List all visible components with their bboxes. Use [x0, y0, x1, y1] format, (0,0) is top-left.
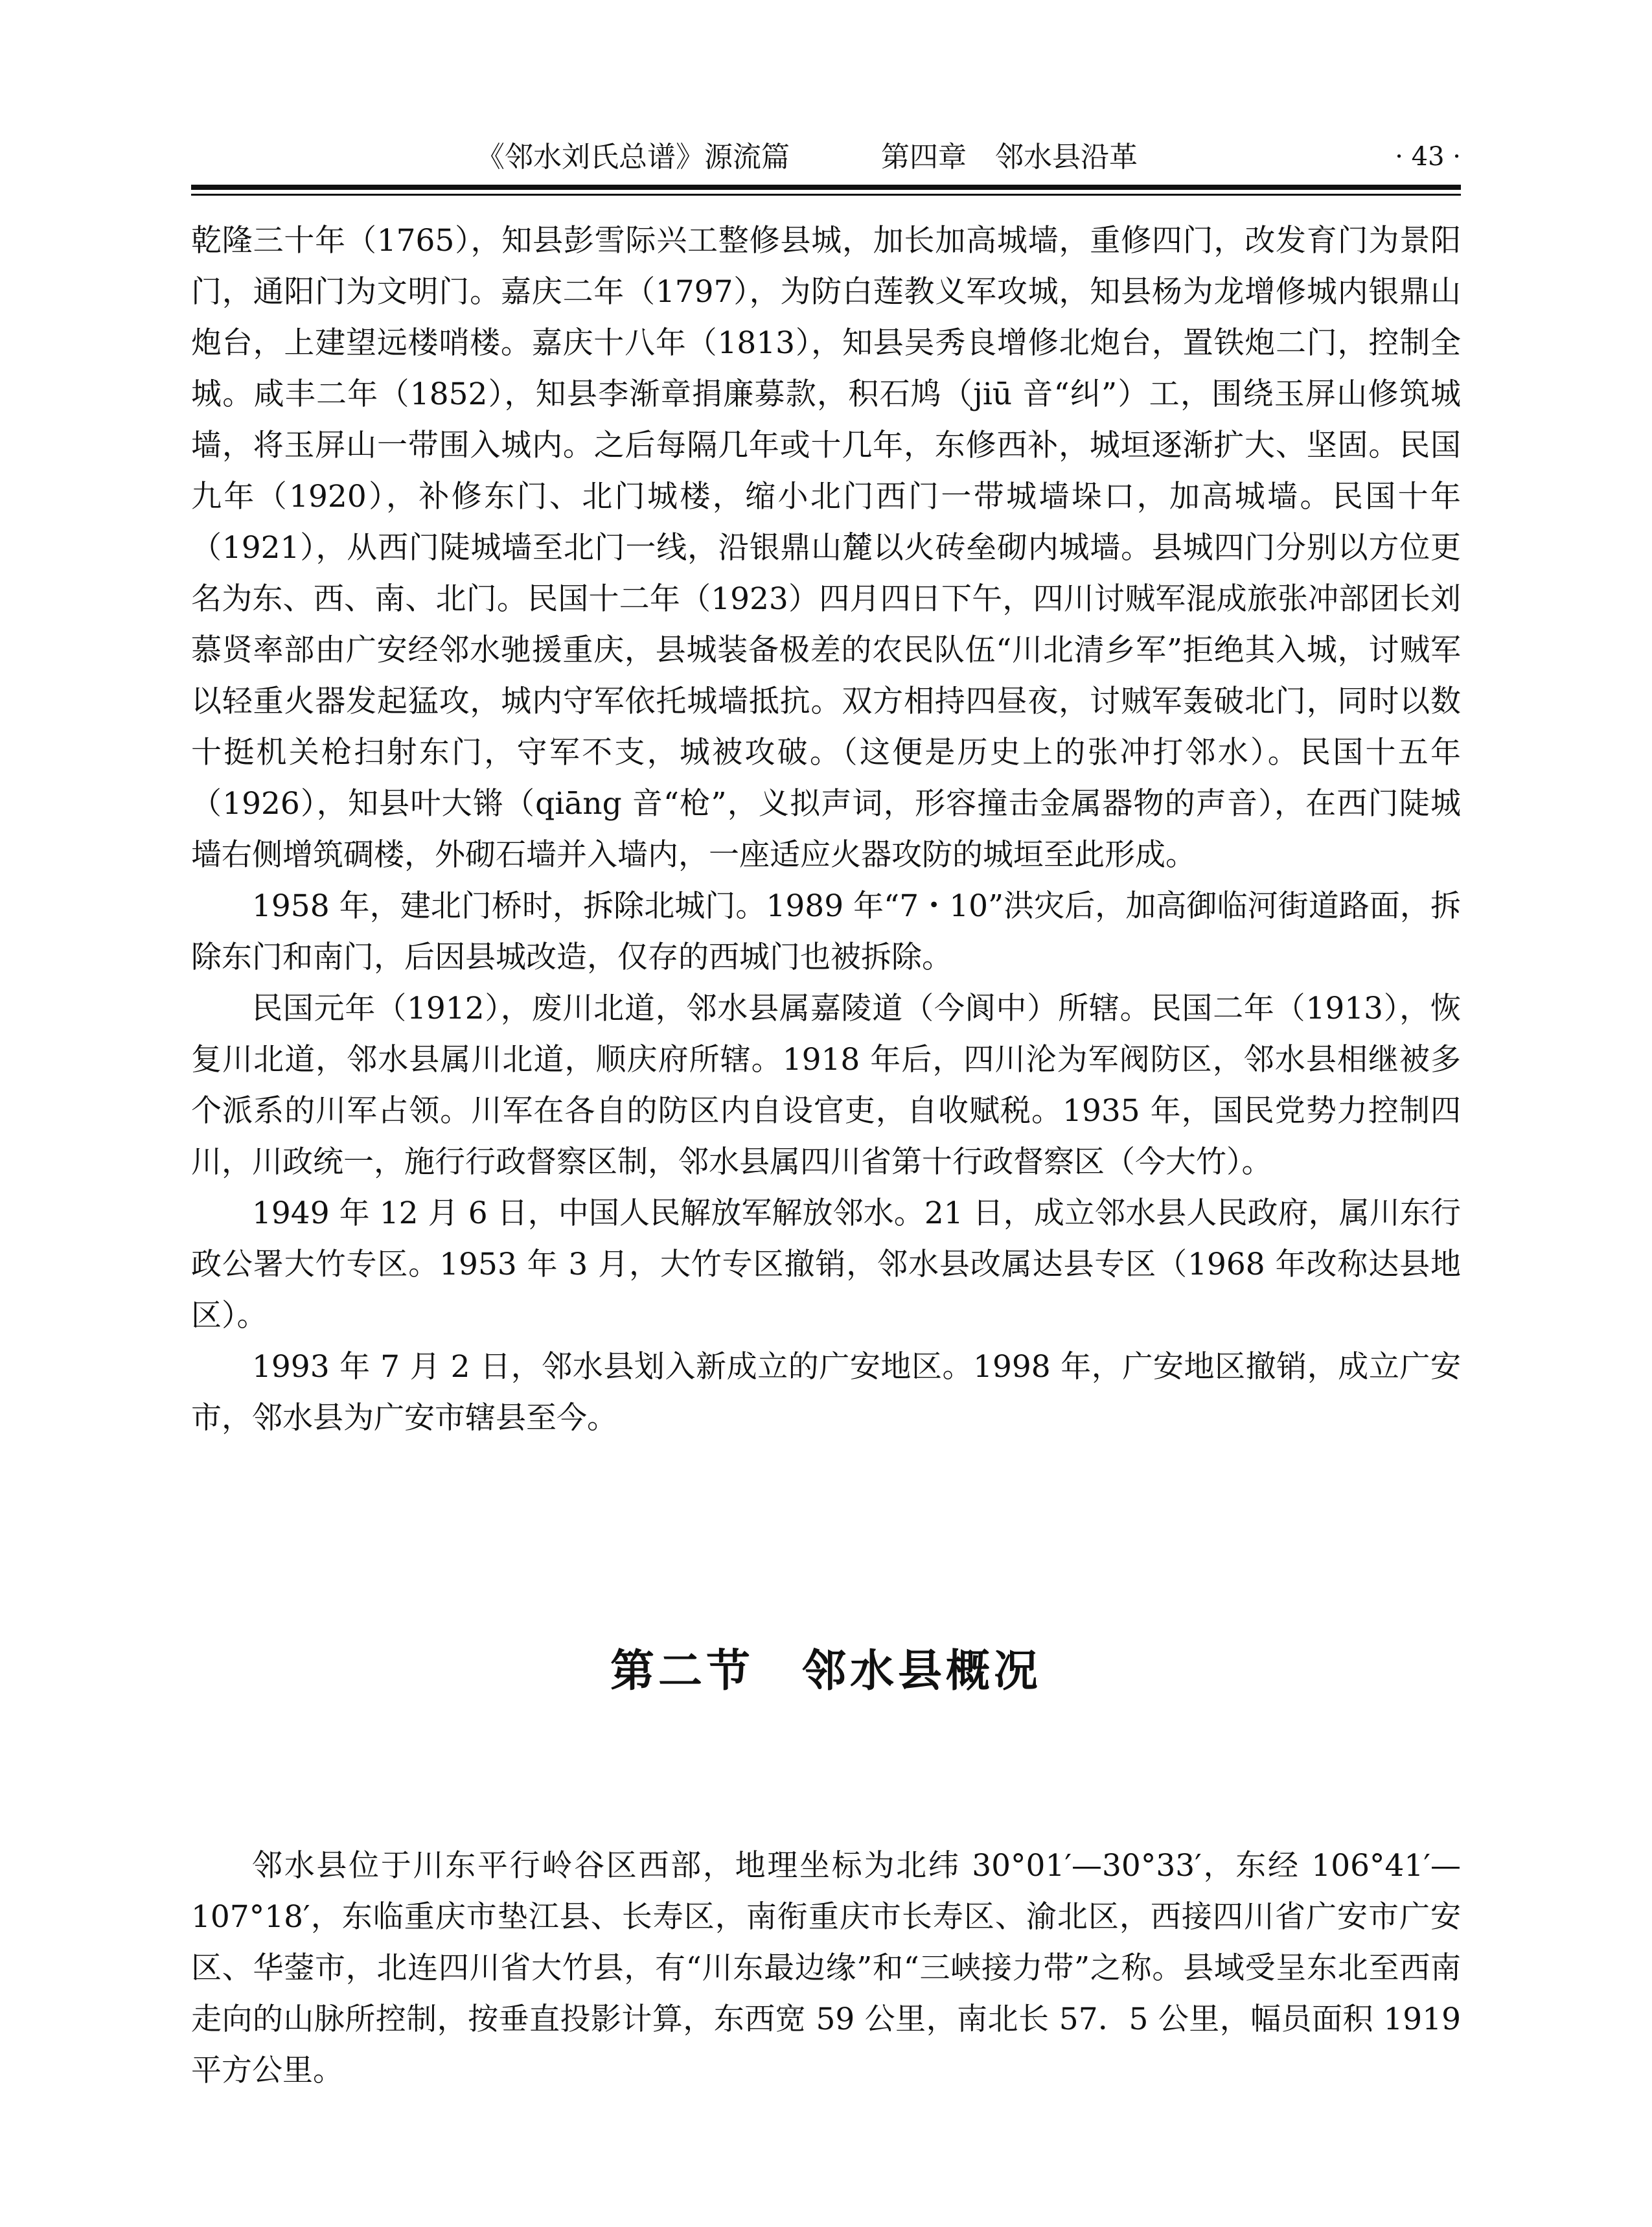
section-text [191, 1840, 1461, 2096]
running-head [191, 133, 1461, 181]
running-head-chapter: 第四章 邻水县沿革 [881, 141, 1138, 174]
header-rule-thick [191, 185, 1461, 190]
paragraph-north-gate: 1958 年，建北门桥时，拆除北城门。1989 年“7・10”洪灾后，加高御临河街道路面，拆除东门和南门，后因县城改造，仅存的西城门也被拆除。 [191, 888, 1461, 975]
header-rule-thin [191, 194, 1461, 196]
section-heading: 第二节 邻水县概况 [610, 1646, 1042, 1697]
paragraph-guangan: 1993 年 7 月 2 日，邻水县划入新成立的广安地区。1998 年，广安地区撤销，成立广安市，邻水县为广安市辖县至今。 [191, 1349, 1461, 1436]
paragraph-overview: 邻水县位于川东平行岭谷区西部，地理坐标为北纬 30°01′—30°33′，东经 106°41′—107°18′，东临重庆市垫江县、长寿区，南衔重庆市长寿区、渝北区，西接四川省广安市广安区、华蓥市，北连四川省大竹县，有“川东最边缘”和“三峡接力带”之称。县域受呈东北至西南走向的山脉所控制，按垂直投影计算，东西宽 59 公里，南北长 57．5 公里，幅员面积 1919 平方公里。 [191, 1848, 1461, 2088]
paragraph-republic-era: 民国元年（1912），废川北道，邻水县属嘉陵道（今阆中）所辖。民国二年（1913），恢复川北道，邻水县属川北道，顺庆府所辖。1918 年后，四川沦为军阀防区，邻水县相继被多个派系的川军占领。川军在各自的防区内自设官吏，自收赋税。1935 年，国民党势力控制四川，川政统一，施行行政督察区制，邻水县属四川省第十行政督察区（今大竹）。 [191, 991, 1461, 1180]
paragraph-liberation: 1949 年 12 月 6 日，中国人民解放军解放邻水。21 日，成立邻水县人民政府，属川东行政公署大竹专区。1953 年 3 月，大竹专区撤销，邻水县改属达县专区（1968 年改称达县地区）。 [191, 1195, 1461, 1333]
main-text [191, 215, 1461, 1444]
page-number: · 43 · [1395, 142, 1461, 172]
running-head-book-title: 《邻水刘氏总谱》源流篇 [476, 141, 790, 174]
paragraph-city-walls: 乾隆三十年（1765），知县彭雪际兴工整修县城，加长加高城墙，重修四门，改发育门为景阳门，通阳门为文明门。嘉庆二年（1797），为防白莲教义军攻城，知县杨为龙增修城内银鼎山炮台，上建望远楼哨楼。嘉庆十八年（1813），知县吴秀良增修北炮台，置铁炮二门，控制全城。咸丰二年（1852），知县李渐章捐廉募款，积石鸠（jiū 音“纠”）工，围绕玉屏山修筑城墙，将玉屏山一带围入城内。之后每隔几年或十几年，东修西补，城垣逐渐扩大、坚固。民国九年（1920），补修东门、北门城楼，缩小北门西门一带城墙垛口，加高城墙。民国十年（1921），从西门陡城墙至北门一线，沿银鼎山麓以火砖垒砌内城墙。县城四门分别以方位更名为东、西、南、北门。民国十二年（1923）四月四日下午，四川讨贼军混成旅张冲部团长刘慕贤率部由广安经邻水驰援重庆，县城装备极差的农民队伍“川北清乡军”拒绝其入城，讨贼军以轻重火器发起猛攻，城内守军依托城墙抵抗。双方相持四昼夜，讨贼军轰破北门，同时以数十挺机关枪扫射东门，守军不支，城被攻破。（这便是历史上的张冲打邻水）。民国十五年（1926），知县叶大锵（qiāng 音“枪”，义拟声词，形容撞击金属器物的声音），在西门陡城墙右侧增筑碉楼，外砌石墙并入墙内，一座适应火器攻防的城垣至此形成。 [191, 223, 1461, 873]
